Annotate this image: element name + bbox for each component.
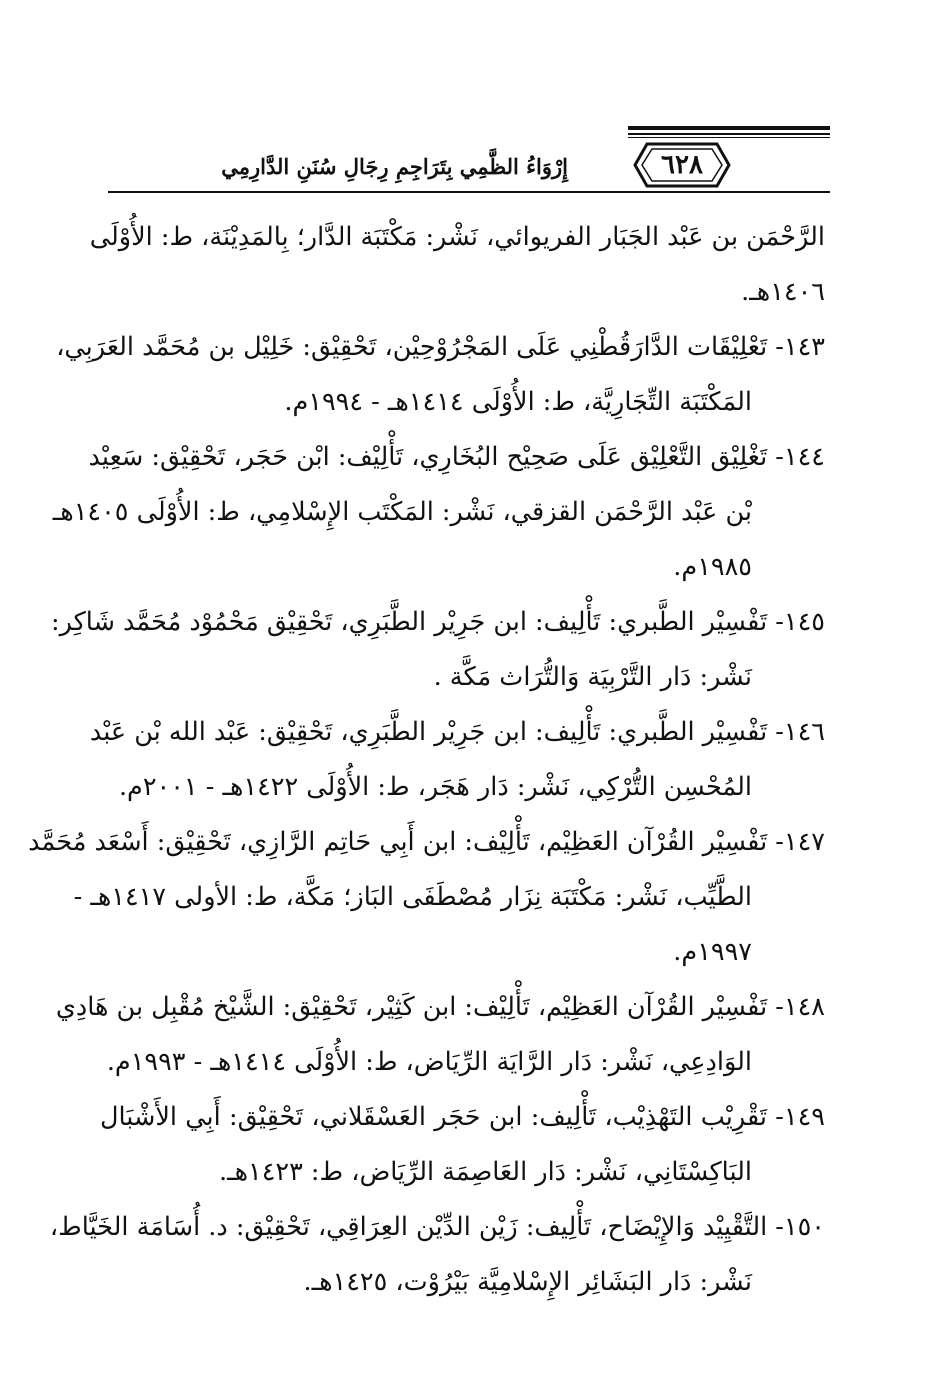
text-line: الرَّحْمَن بن عَبْد الجَبَار الفريوائي، نَشْر: مَكْتَبَة الدَّار؛ بِالمَدِيْنَة، ط: الأُوْلَى — [89, 222, 825, 252]
text-line: ١٩٩٧م. — [673, 937, 752, 967]
references-list — [28, 210, 825, 1310]
text-line: ١٩٨٥م. — [673, 552, 752, 582]
text-line: الوَادِعِي، نَشْر: دَار الرَّايَة الرِّيَاض، ط: الأُوْلَى ١٤١٤هـ - ١٩٩٣م. — [106, 1047, 752, 1077]
text-line: نَشْر: دَار البَشَائِر الإِسْلامِيَّة بَيْرُوْت، ١٤٢٥هـ. — [303, 1267, 752, 1297]
reference-entry-144: ١٤٤- تَغْلِيْق التَّعْلِيْق عَلَى صَحِيْح البُخَارِي، تَأْلِيْف: ابْن حَجَر، تَحْقِيْق: سَعِيْد — [88, 442, 825, 472]
page-number: ٦٢٨ — [661, 150, 703, 180]
reference-entry-143: ١٤٣- تَعْلِيْقَات الدَّارَقُطْنِي عَلَى المَجْرُوْحِيْن، تَحْقِيْق: خَلِيْل بن مُحَمَّد العَرَبِي، — [56, 332, 825, 362]
reference-entry-147: ١٤٧- تَفْسِيْر القُرْآن العَظِيْم، تَأْلِيْف: ابن أَبِي حَاتِم الرَّازِي، تَحْقِيْق: أَسْعَد مُحَمَّد — [28, 827, 825, 857]
header-rule-bottom — [108, 191, 830, 193]
text-line: المُحْسِن التُّرْكِي، نَشْر: دَار هَجَر، ط: الأُوْلَى ١٤٢٢هـ - ٢٠٠١م. — [118, 772, 752, 802]
book-title: إِرْوَاءُ الظَّمِي بِتَرَاجِمِ رِجَالِ سُنَنِ الدَّارِمِي — [221, 154, 568, 179]
text-line: نَشْر: دَار التَّرْبِيَة وَالتُّرَاث مَكَّة . — [433, 662, 752, 692]
text-line: المَكْتَبَة التِّجَارِيَّة، ط: الأُوْلَى ١٤١٤هـ - ١٩٩٤م. — [284, 387, 752, 417]
reference-entry-148: ١٤٨- تَفْسِيْر القُرْآن العَظِيْم، تَأْلِيْف: ابن كَثِيْر، تَحْقِيْق: الشَّيْخ مُقْبِل بن هَادِي — [55, 992, 825, 1022]
text-line: ١٤٠٦هـ. — [741, 277, 825, 307]
text-line: البَاكِسْتَانِي، نَشْر: دَار العَاصِمَة الرِّيَاض، ط: ١٤٢٣هـ. — [219, 1157, 752, 1187]
page-number-ornament — [633, 142, 731, 188]
page-header — [108, 118, 830, 200]
header-rule-medium — [628, 133, 830, 135]
reference-entry-149: ١٤٩- تَقْرِيْب التَهْذِيْب، تَأْلِيف: ابن حَجَر العَسْقَلاني، تَحْقِيْق: أَبِي الأَشْبَال — [100, 1102, 825, 1132]
text-line: الطَّيِّب، نَشْر: مَكْتَبَة نِزَار مُصْطَفَى البَاز؛ مَكَّة، ط: الأولى ١٤١٧هـ - — [73, 882, 752, 912]
header-rule-thick — [628, 126, 830, 130]
reference-entry-145: ١٤٥- تَفْسِيْر الطَّبري: تَأْلِيف: ابن جَرِيْر الطَّبَرِي، تَحْقِيْق مَحْمُوْد مُحَمَّد شَاكِر: — [51, 607, 825, 637]
text-line: بْن عَبْد الرَّحْمَن القزقي، نَشْر: المَكْتَب الإِسْلامِي، ط: الأُوْلَى ١٤٠٥هـ — [52, 497, 752, 527]
header-rule-thin — [628, 137, 830, 138]
reference-entry-150: ١٥٠- التَّقْيِيْد وَالإِيْضَاح، تَأْلِيف: زَيْن الدِّيْن العِرَاقِي، تَحْقِيْق: د. أُسَامَة الخَيَّاط، — [49, 1212, 825, 1242]
reference-entry-146: ١٤٦- تَفْسِيْر الطَّبري: تَأْلِيف: ابن جَرِيْر الطَّبَرِي، تَحْقِيْق: عَبْد الله بْن عَبْد — [89, 717, 825, 747]
